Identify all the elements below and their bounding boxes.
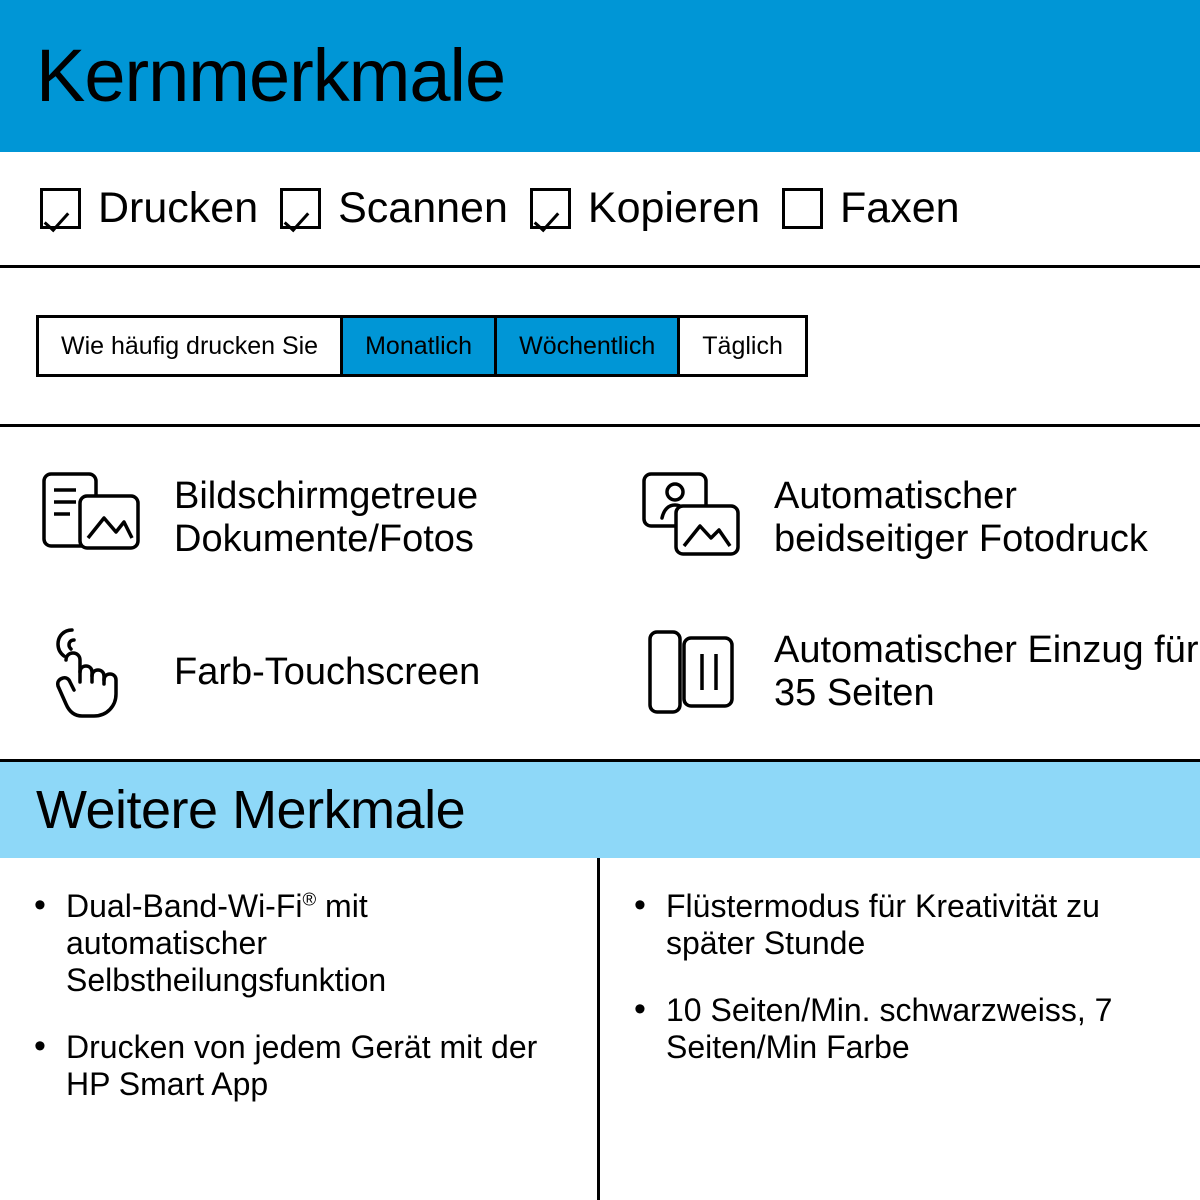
checkbox-icon[interactable] — [280, 188, 321, 229]
header-band — [0, 0, 1200, 152]
features-grid — [0, 427, 1200, 762]
capability-label: Faxen — [840, 184, 960, 232]
more-features-title: Weitere Merkmale — [36, 780, 466, 840]
bullet-dot-icon: • — [634, 990, 646, 1029]
feature-item — [600, 595, 1200, 749]
bullet-text-cont: mit automatischer Selbstheilungsfunktion — [66, 888, 387, 999]
feature-item — [600, 441, 1200, 595]
list-item — [34, 1029, 575, 1103]
feature-label: Bildschirmgetreue Dokumente/Fotos — [174, 475, 479, 560]
list-item — [634, 888, 1178, 962]
document-feeder-icon — [636, 616, 748, 728]
capability-item[interactable] — [40, 184, 280, 233]
document-photo-icon — [36, 462, 148, 574]
frequency-option-weekly[interactable]: Wöchentlich — [497, 318, 680, 374]
bullet-text: Drucken von jedem Gerät mit der HP Smart App — [66, 1029, 538, 1103]
capability-label: Kopieren — [587, 184, 761, 232]
feature-label: Automatischer Einzug für 35 Seiten — [774, 629, 1199, 714]
bullet-text: 10 Seiten/Min. schwarzweiss, 7 Seiten/Min Farbe — [666, 992, 1113, 1066]
bullet-dot-icon: • — [34, 1027, 46, 1066]
feature-item — [0, 441, 600, 595]
more-features-band — [0, 762, 1200, 858]
page-title: Kernmerkmale — [36, 34, 506, 117]
frequency-question: Wie häufig drucken Sie — [39, 318, 343, 374]
capability-label: Drucken — [98, 184, 259, 232]
bullet-column-right — [600, 858, 1200, 1200]
capabilities-row — [0, 152, 1200, 268]
checkbox-icon[interactable] — [530, 188, 571, 229]
checkbox-icon[interactable] — [782, 188, 823, 229]
bullet-dot-icon: • — [634, 886, 646, 924]
bullet-text: Flüstermodus für Kreativität zu später Stunde — [666, 888, 1100, 962]
list-item — [34, 888, 575, 999]
bullet-column-left — [0, 858, 600, 1200]
frequency-segmented-control[interactable] — [36, 315, 808, 377]
feature-label: Automatischer beidseitiger Fotodruck — [774, 475, 1148, 560]
list-item — [634, 992, 1178, 1066]
feature-label: Farb-Touchscreen — [174, 650, 481, 693]
capability-item[interactable] — [280, 184, 530, 233]
more-features-lists — [0, 858, 1200, 1200]
capability-label: Scannen — [338, 184, 508, 232]
frequency-row — [0, 268, 1200, 427]
duplex-photo-icon — [636, 462, 748, 574]
bullet-dot-icon: • — [34, 886, 46, 924]
registered-mark: ® — [302, 888, 317, 910]
feature-item — [0, 595, 600, 749]
frequency-option-monthly[interactable]: Monatlich — [343, 318, 497, 374]
touchscreen-hand-icon — [36, 616, 148, 728]
capability-item[interactable] — [530, 184, 782, 233]
frequency-option-daily[interactable]: Täglich — [680, 318, 805, 374]
bullet-text: Dual-Band-Wi-Fi — [66, 888, 303, 924]
checkbox-icon[interactable] — [40, 188, 81, 229]
capability-item[interactable] — [782, 184, 982, 233]
